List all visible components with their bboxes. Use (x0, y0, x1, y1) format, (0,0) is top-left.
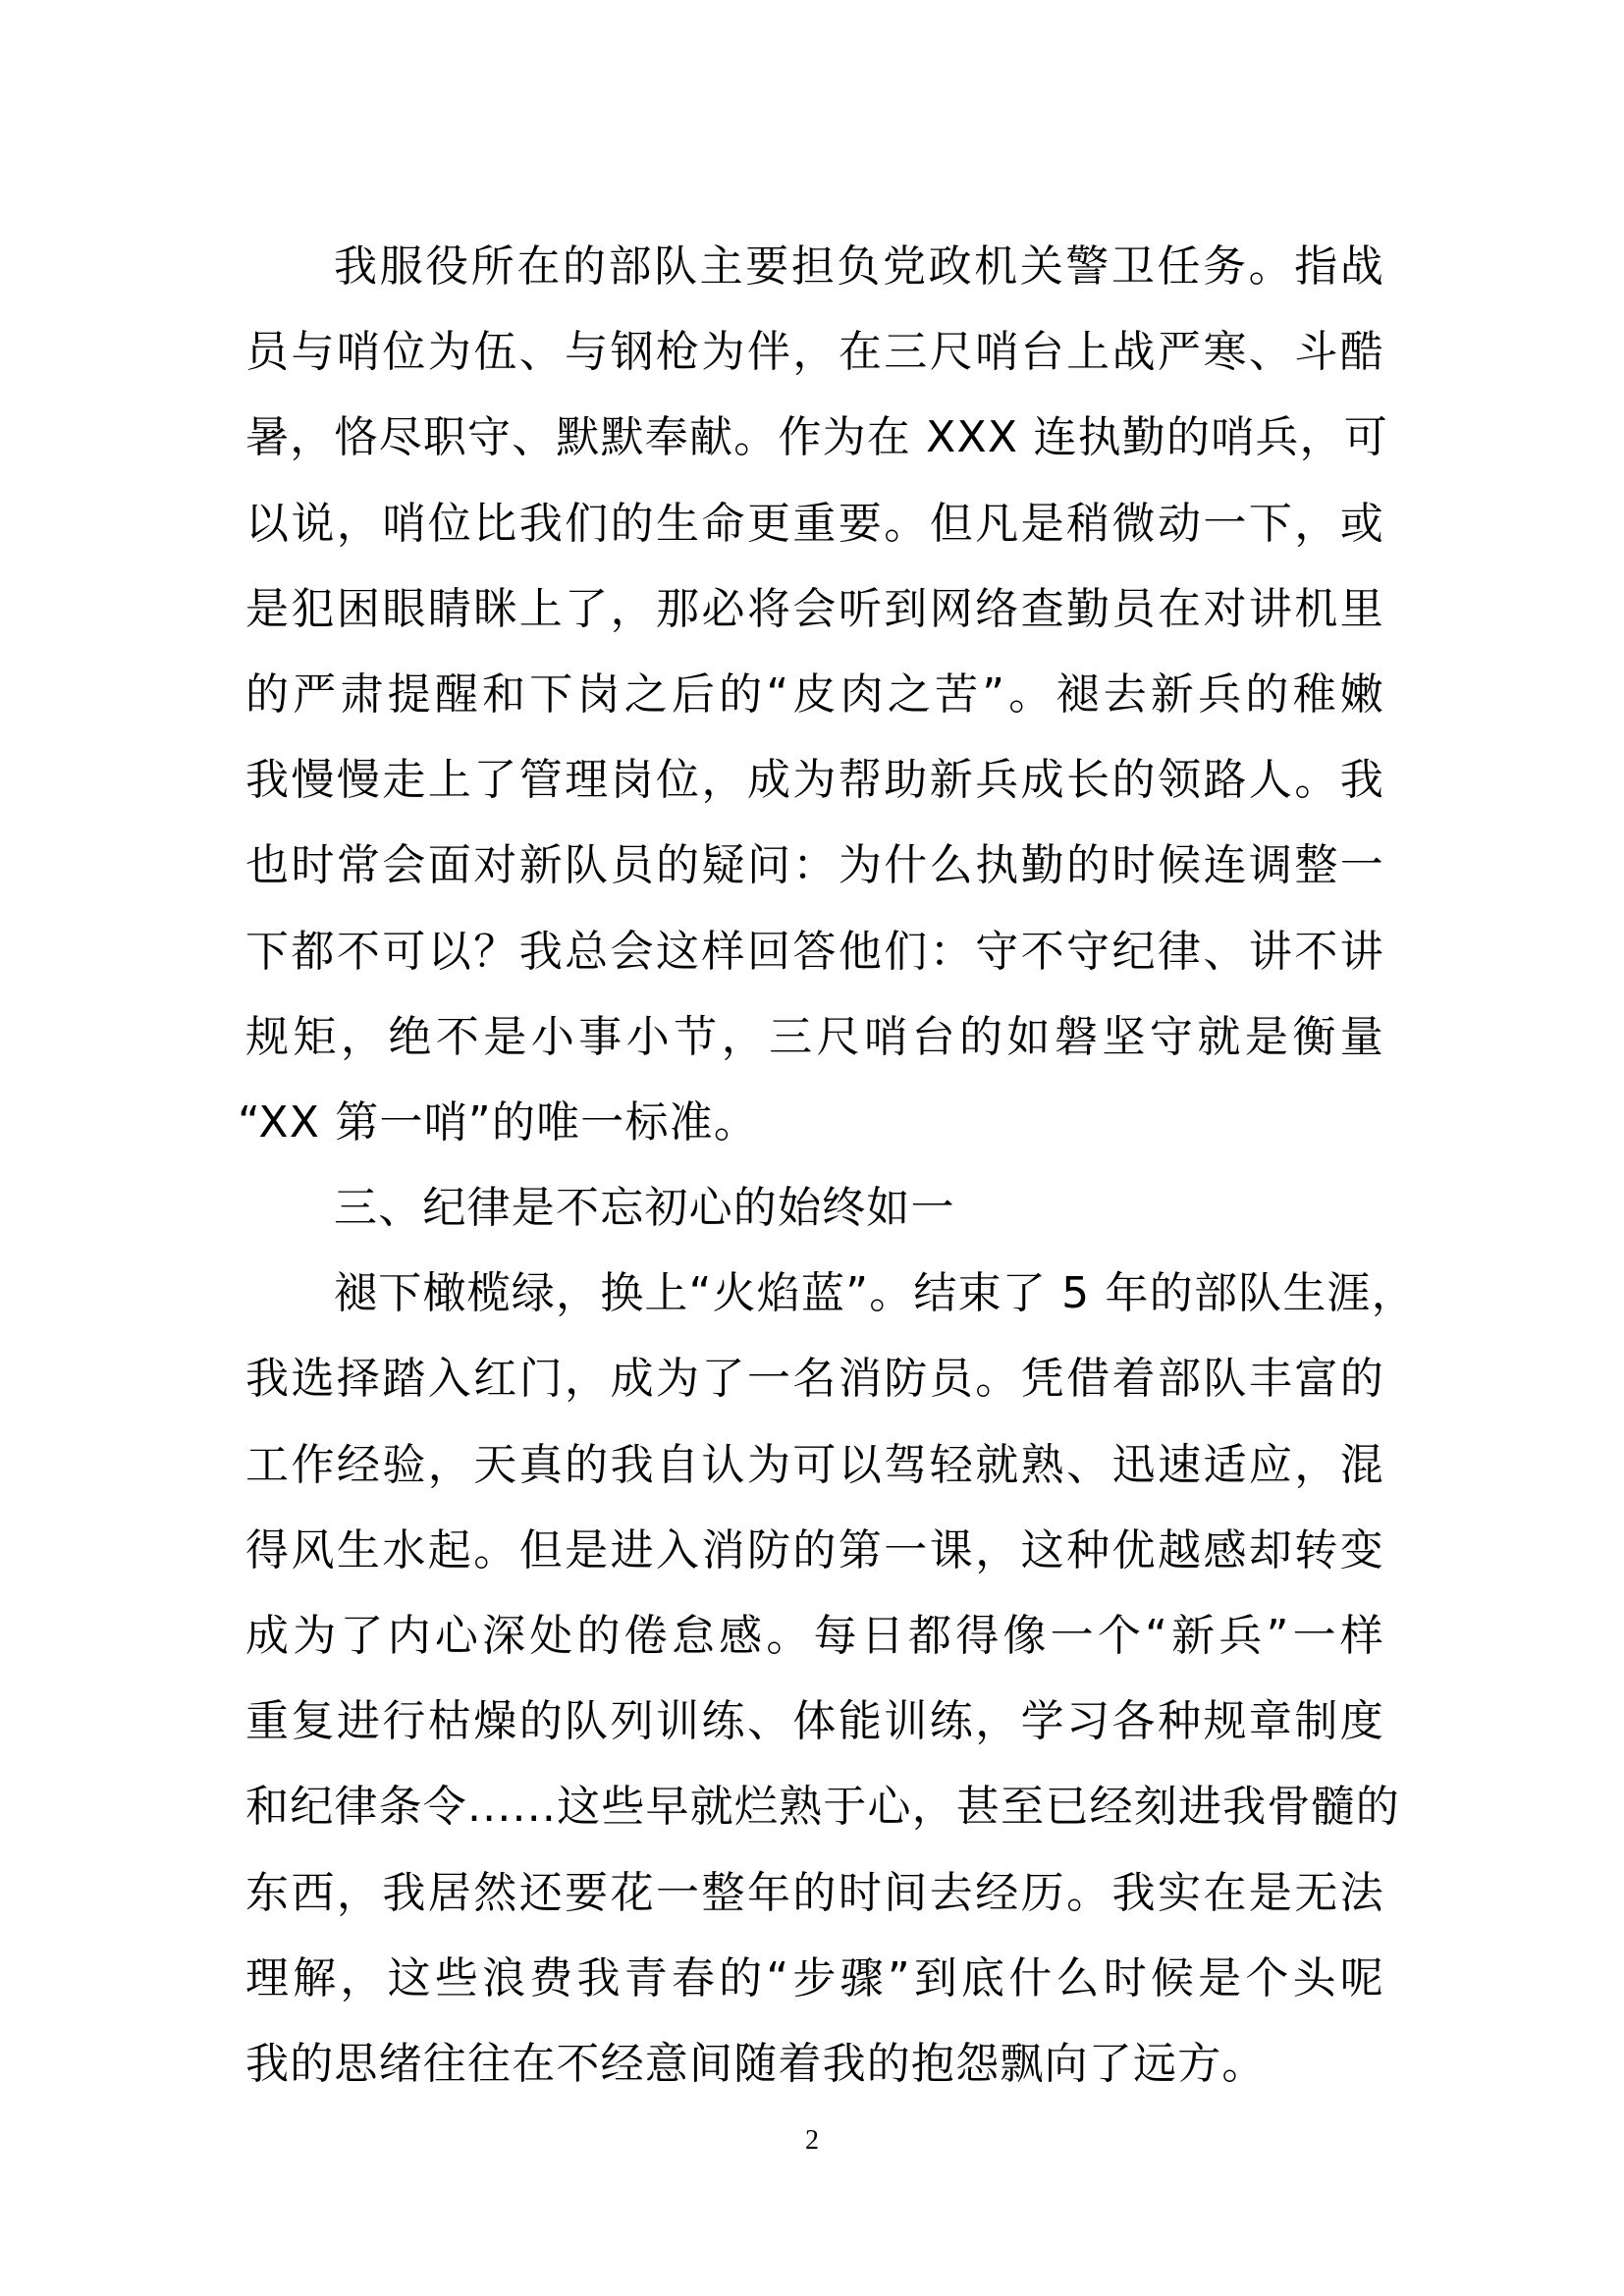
paragraph-1-line-1: 我服役所在的部队主要担负党政机关警卫任务。指战 (334, 241, 1384, 292)
paragraph-1-line-7: 我慢慢走上了管理岗位，成为帮助新兵成长的领路人。我 (245, 755, 1384, 806)
paragraph-1-line-2: 员与哨位为伍、与钢枪为伴，在三尺哨台上战严寒、斗酷 (245, 327, 1384, 378)
paragraph-1-line-9: 下都不可以？我总会这样回答他们：守不守纪律、讲不讲 (245, 926, 1384, 977)
paragraph-2-line-6: 重复进行枯燥的队列训练、体能训练，学习各种规章制度 (245, 1696, 1384, 1747)
paragraph-2-line-10: 我的思绪往往在不经意间随着我的抱怨飘向了远方。 (245, 2038, 1267, 2089)
body-text (238, 224, 1416, 2107)
paragraph-2-line-1: 褪下橄榄绿，换上“火焰蓝”。结束了 5 年的部队生涯， (334, 1268, 1416, 1319)
paragraph-1-line-6: 的严肃提醒和下岗之后的“皮肉之苦”。褪去新兵的稚嫩 (245, 668, 1384, 720)
paragraph-1-line-5: 是犯困眼睛眯上了，那必将会听到网络查勤员在对讲机里 (245, 583, 1384, 634)
paragraph-1-line-10: 规矩，绝不是小事小节，三尺哨台的如磐坚守就是衡量 (245, 1011, 1384, 1062)
page-number: 2 (805, 2125, 819, 2156)
paragraph-2-line-4: 得风生水起。但是进入消防的第一课，这种优越感却转变 (245, 1524, 1384, 1575)
paragraph-2-line-3: 工作经验，天真的我自认为可以驾轻就熟、迅速适应，混 (245, 1439, 1384, 1490)
paragraph-1-line-11: “XX 第一哨”的唯一标准。 (238, 1096, 759, 1148)
section-heading-3: 三、纪律是不忘初心的始终如一 (334, 1183, 955, 1234)
paragraph-1-line-8: 也时常会面对新队员的疑问：为什么执勤的时候连调整一 (245, 840, 1384, 891)
paragraph-2-line-7: 和纪律条令......这些早就烂熟于心，甚至已经刻进我骨髓的 (245, 1782, 1400, 1833)
paragraph-2-line-5: 成为了内心深处的倦怠感。每日都得像一个“新兵”一样 (245, 1611, 1384, 1661)
paragraph-2-line-2: 我选择踏入红门，成为了一名消防员。凭借着部队丰富的 (245, 1354, 1384, 1405)
paragraph-1-line-4: 以说，哨位比我们的生命更重要。但凡是稍微动一下，或 (245, 498, 1384, 549)
paragraph-1-line-3: 暑，恪尽职守、默默奉献。作为在 XXX 连执勤的哨兵，可 (245, 412, 1388, 463)
paragraph-2-line-8: 东西，我居然还要花一整年的时间去经历。我实在是无法 (245, 1867, 1384, 1918)
paragraph-2-line-9: 理解，这些浪费我青春的“步骤”到底什么时候是个头呢 (245, 1952, 1384, 2003)
